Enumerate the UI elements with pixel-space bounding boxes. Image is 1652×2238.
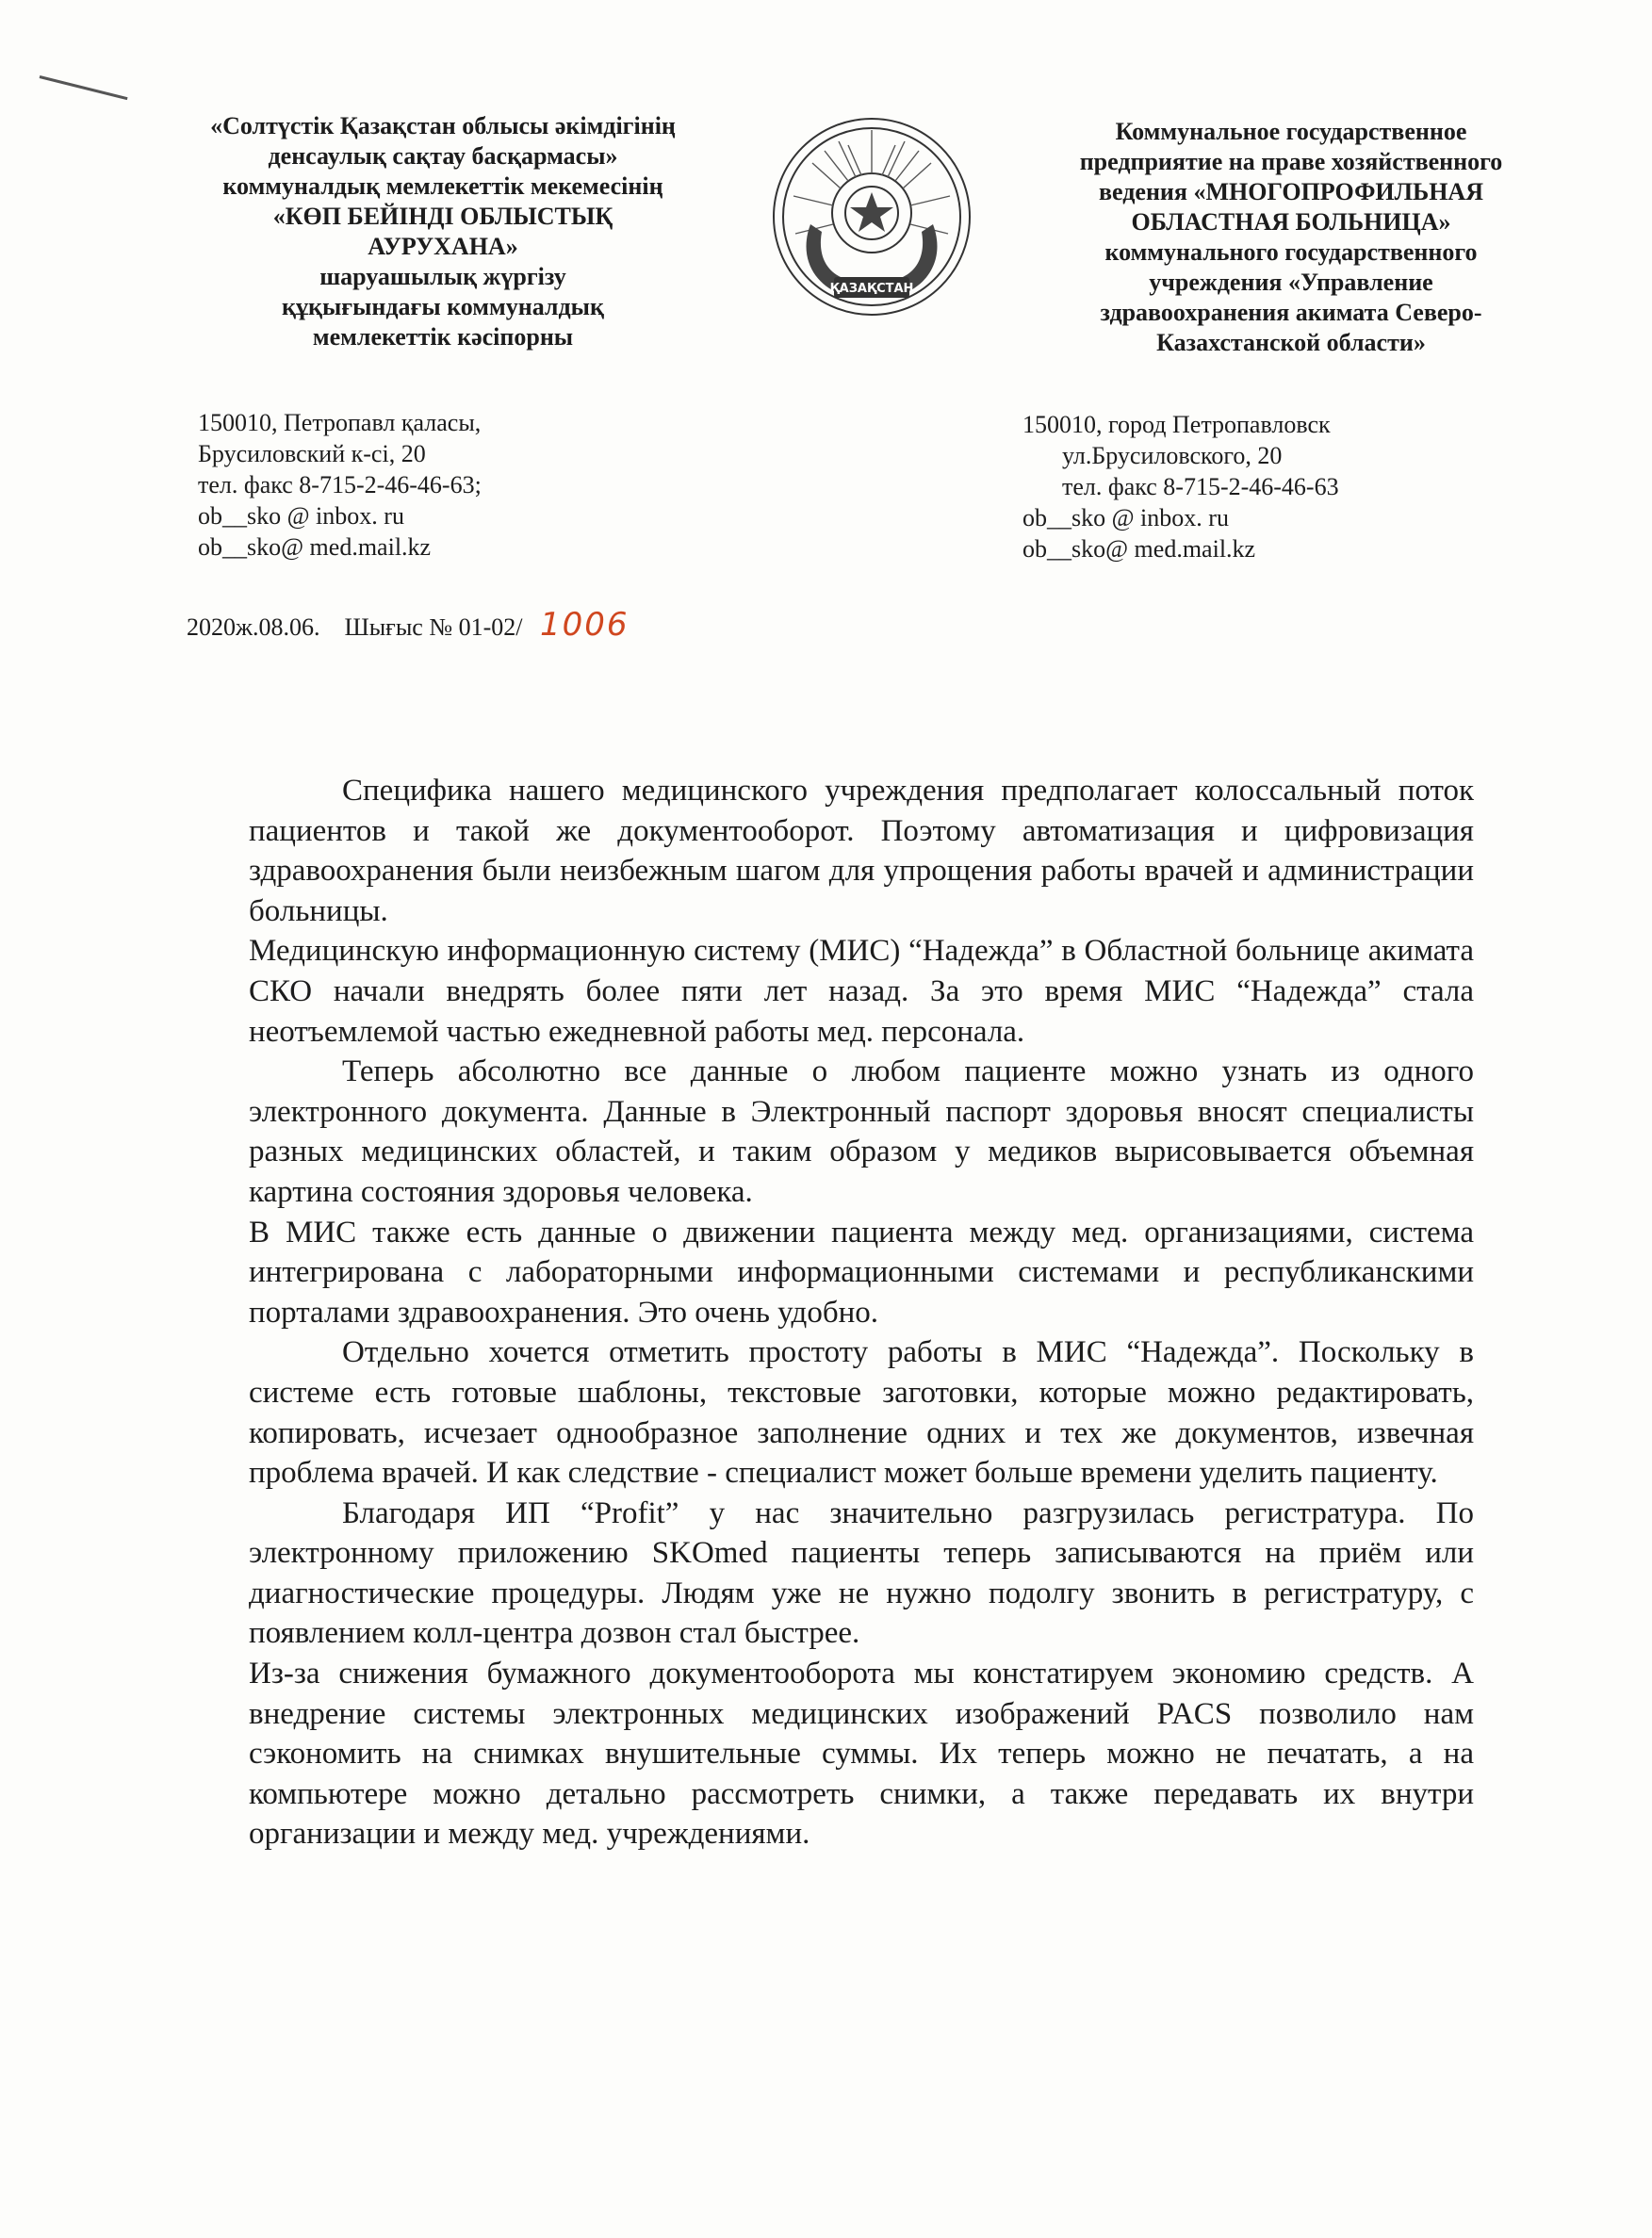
header-right-line: здравоохранения акимата Северо- xyxy=(1100,299,1482,326)
header-right-line: коммунального государственного xyxy=(1104,238,1478,266)
address-right-line: ул.Брусиловского, 20 xyxy=(1062,442,1283,469)
body-paragraph: Медицинскую информационную систему (МИС) “Надежда” в Областной больнице акимата СКО начали внедрять более пяти лет назад. За это время МИС “Надежда” стала неотъемлемой частью ежедневной работы мед. персонала. xyxy=(249,934,1474,1049)
header-left-line: «Солтүстік Қазақстан облысы әкімдігінің xyxy=(210,112,676,139)
header-left-line: денсаулық сақтау басқармасы» xyxy=(268,142,618,170)
outgoing-date: 2020ж.08.06. xyxy=(187,613,320,641)
header-left-kazakh xyxy=(160,111,726,352)
header-right-line: ведения «МНОГОПРОФИЛЬНАЯ xyxy=(1099,178,1483,205)
header-right-line: учреждения «Управление xyxy=(1149,269,1433,296)
address-left-line: 150010, Петропавл қаласы, xyxy=(198,409,482,436)
header-right-line: предприятие на праве хозяйственного xyxy=(1079,148,1503,175)
address-right xyxy=(1022,409,1339,564)
header-left-line: «КӨП БЕЙІНДІ ОБЛЫСТЫҚ xyxy=(272,203,613,230)
address-right-line: ob__sko @ inbox. ru xyxy=(1022,504,1229,531)
outgoing-number xyxy=(187,606,630,644)
address-left-line: ob__sko@ med.mail.kz xyxy=(198,533,432,561)
address-right-line: ob__sko@ med.mail.kz xyxy=(1022,535,1256,563)
body-paragraph: Специфика нашего медицинского учреждения предполагает колоссальный поток пациентов и такой же документооборот. Поэтому автоматизация и цифровизация здравоохранения были неизбежным шагом для упрощения работы врачей и администрации больницы. xyxy=(249,774,1474,928)
state-emblem-icon xyxy=(754,111,990,328)
address-left xyxy=(198,407,482,563)
header-right-line: Коммунальное государственное xyxy=(1115,118,1467,145)
outgoing-number-label: Шығыс № 01-02/ xyxy=(344,613,523,641)
scan-mark xyxy=(40,75,128,100)
handwritten-number: 1006 xyxy=(540,606,630,644)
address-left-line: тел. факс 8-715-2-46-46-63; xyxy=(198,471,482,498)
header-left-line: коммуналдық мемлекеттік мекемесінің xyxy=(222,172,663,200)
header-right-line: ОБЛАСТНАЯ БОЛЬНИЦА» xyxy=(1131,208,1451,236)
address-left-line: Брусиловский к-сі, 20 xyxy=(198,440,426,467)
body-paragraph: Отдельно хочется отметить простоту работы в МИС “Надежда”. Поскольку в системе есть готовые шаблоны, текстовые заготовки, которые можно редактировать, копировать, исчезает однообразное заполнение одних и тех же документов, извечная проблема врачей. И как следствие - специалист может больше времени уделить пациенту. xyxy=(249,1335,1474,1491)
address-right-line: 150010, город Петропавловск xyxy=(1022,411,1331,438)
address-right-line: тел. факс 8-715-2-46-46-63 xyxy=(1062,473,1339,500)
header-left-line: АУРУХАНА» xyxy=(368,233,518,260)
body-paragraph: Благодаря ИП “Profit” у нас значительно разгрузилась регистратура. По электронному приложению SKOmed пациенты теперь записываются на приём или диагностические процедуры. Людям уже не нужно подолгу звонить в регистратуру, с появлением колл-центра дозвон стал быстрее. xyxy=(249,1495,1474,1651)
letter-body xyxy=(249,771,1474,1854)
address-left-line: ob__sko @ inbox. ru xyxy=(198,502,404,530)
header-left-line: шаруашылық жүргізу xyxy=(319,263,566,290)
emblem-ribbon-text: ҚАЗАҚСТАН xyxy=(829,282,914,296)
header-left-line: құқығындағы коммуналдық xyxy=(282,293,604,320)
header-right-line: Казахстанской области» xyxy=(1156,329,1426,356)
body-paragraph: Из-за снижения бумажного документооборота мы констатируем экономию средств. А внедрение системы электронных медицинских изображений PACS позволило нам сэкономить на снимках внушительные суммы. Их теперь можно не печатать, а на компьютере можно детально рассмотреть снимки, а также передавать их внутри организации и между мед. учреждениями. xyxy=(249,1657,1474,1852)
header-right-russian xyxy=(1027,117,1555,358)
header-left-line: мемлекеттік кәсіпорны xyxy=(312,323,574,351)
body-paragraph: Теперь абсолютно все данные о любом пациенте можно узнать из одного электронного документа. Данные в Электронный паспорт здоровья вносят специалисты разных медицинских областей, и таким образом у медиков вырисовывается объемная картина состояния здоровья человека. xyxy=(249,1054,1474,1209)
body-paragraph: В МИС также есть данные о движении пациента между мед. организациями, система интегрирована с лабораторными информационными системами и республиканскими порталами здравоохранения. Это очень удобно. xyxy=(249,1215,1474,1330)
